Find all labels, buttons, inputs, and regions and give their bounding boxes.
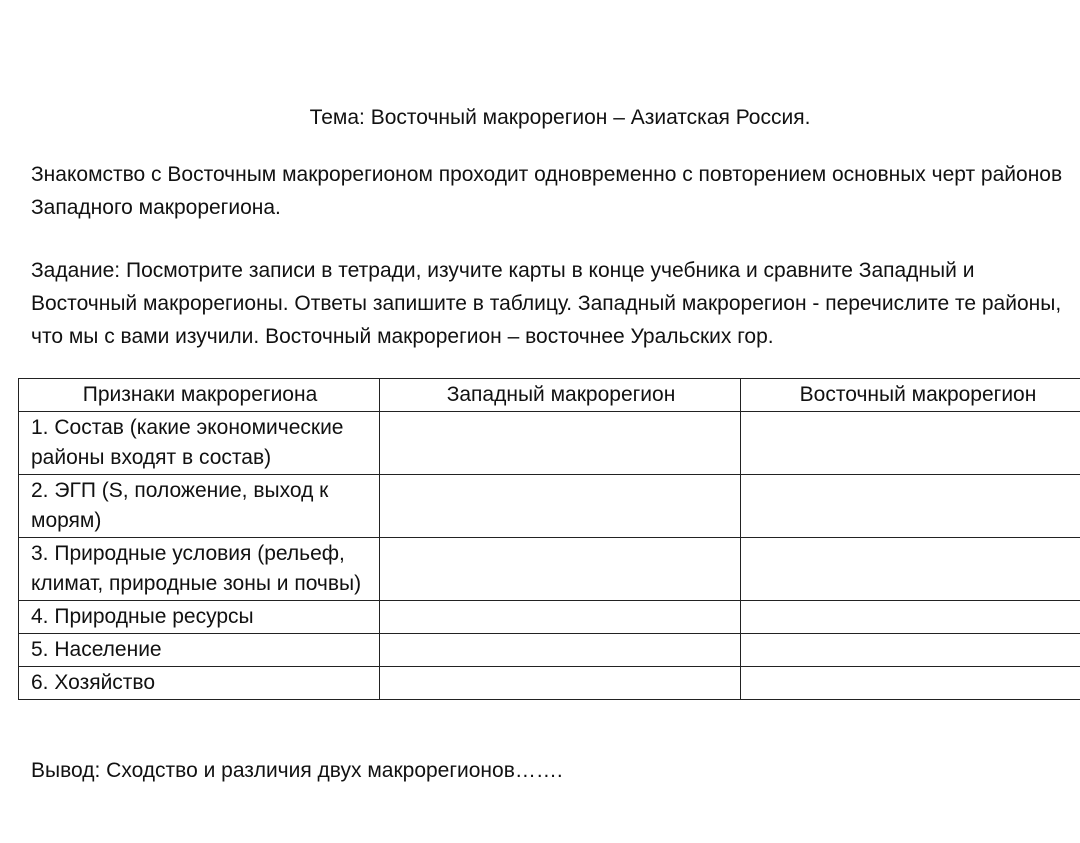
header-western: Западный макрорегион [380, 379, 741, 412]
east-cell [741, 475, 1080, 538]
feature-cell: 1. Состав (какие экономические районы входят в состав) [19, 412, 380, 475]
table-row [19, 634, 1080, 667]
east-cell [741, 601, 1080, 634]
comparison-table [18, 378, 1080, 700]
conclusion-text: Вывод: Сходство и различия двух макрорегионов……. [31, 759, 563, 782]
page-title: Тема: Восточный макрорегион – Азиатская Россия. [309, 106, 811, 129]
table-row [19, 601, 1080, 634]
west-cell [380, 634, 741, 667]
intro-paragraph: Знакомство с Восточным макрорегионом проходит одновременно с повторением основных черт районов Западного макрорегиона. [31, 163, 1063, 219]
feature-cell: 2. ЭГП (S, положение, выход к морям) [19, 475, 380, 538]
feature-cell: 5. Население [19, 634, 380, 667]
east-cell [741, 667, 1080, 700]
header-features: Признаки макрорегиона [19, 379, 380, 412]
task-paragraph: Задание: Посмотрите записи в тетради, изучите карты в конце учебника и сравните Западный и Восточный макрорегионы. Ответы запишите в таблицу. Западный макрорегион - перечислите те районы, что мы с вами изучили. Восточный макрорегион – восточнее Уральских гор. [31, 259, 1062, 348]
table-row [19, 538, 1080, 601]
west-cell [380, 475, 741, 538]
feature-cell: 3. Природные условия (рельеф, климат, природные зоны и почвы) [19, 538, 380, 601]
west-cell [380, 667, 741, 700]
west-cell [380, 538, 741, 601]
east-cell [741, 634, 1080, 667]
west-cell [380, 412, 741, 475]
table-row [19, 475, 1080, 538]
feature-cell: 4. Природные ресурсы [19, 601, 380, 634]
east-cell [741, 538, 1080, 601]
west-cell [380, 601, 741, 634]
table-header-row [19, 379, 1080, 412]
header-eastern: Восточный макрорегион [741, 379, 1080, 412]
table-row [19, 412, 1080, 475]
east-cell [741, 412, 1080, 475]
table-row [19, 667, 1080, 700]
feature-cell: 6. Хозяйство [19, 667, 380, 700]
